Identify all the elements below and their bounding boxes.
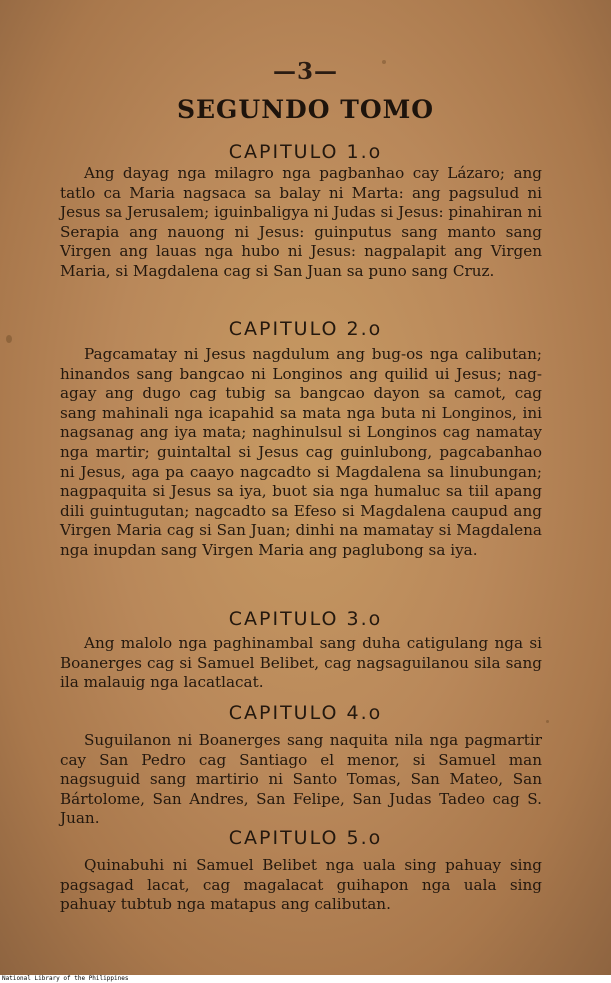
- chapter-heading: CAPITULO 1.o: [228, 141, 383, 163]
- page-number: —3—: [272, 58, 338, 85]
- chapter-heading: CAPITULO 4.o: [228, 702, 383, 724]
- chapter-summary: Ang dayag nga milagro nga pagbanhao cay Lázaro; ang tatlo ca Maria nagsaca sa balay ni Marta: ang pagsulud ni Jesus sa Jerusalem; iguinbaligya ni Judas si Jesus: pinahiran ni Serapia ang nauong ni Jesus: guinputus sang manto sang Virgen ang lauas nga hubo ni Jesus: nagpalapit ang Virgen Maria, si Magdalena cag si San Juan sa puno sang Cruz.: [60, 164, 543, 280]
- chapter-summary: Quinabuhi ni Samuel Belibet nga uala sing pahuay sing pagsagad lacat, cag magalacat guihapon nga uala sing pahuay tubtub nga matapus ang calibutan.: [60, 856, 542, 914]
- chapter-heading: CAPITULO 5.o: [228, 827, 383, 849]
- page-title: SEGUNDO TOMO: [176, 95, 435, 124]
- chapter-summary: Suguilanon ni Boanerges sang naquita nila nga pagmartir cay San Pedro cag Santiago el menor, si Samuel man nagsuguid sang martirio ni Santo Tomas, San Mateo, San Bártolome, San Andres, San Felipe, San Judas Tadeo cag S. Juan.: [60, 731, 542, 828]
- footer-credit: National Library of the Philippines: [2, 975, 129, 982]
- chapter-summary: Pagcamatay ni Jesus nagdulum ang bug-os nga calibutan; hinandos sang bangcao ni Longinos ang quilid ui Jesus; nag-agay ang dugo cag tubig sa bangcao dayon sa camot, cag sang mahinali nga icapahid sa mata nga buta ni Longinos, ini nagsanag ang iya mata; naghinulsul si Longinos cag namatay nga martir; guintaltal si Jesus cag guinlubong, pagcabanhao ni Jesus, aga pa caayo nagcadto si Magdalena sa linubungan; nagpaquita si Jesus sa iya, buot sia nga humaluc sa tiil apang dili guintugutan; nagcadto sa Efeso si Magdalena caupud ang Virgen Maria cag si San Juan; dinhi na mamatay si Magdalena nga inupdan sang Virgen Maria ang paglubong sa iya.: [60, 345, 542, 559]
- chapter-heading: CAPITULO 3.o: [228, 608, 383, 630]
- chapter-heading: CAPITULO 2.o: [228, 318, 383, 340]
- chapter-summary: Ang malolo nga paghinambal sang duha catigulang nga si Boanerges cag si Samuel Belibet, cag nagsaguilanou sila sang ila malauig nga lacatlacat.: [60, 634, 542, 692]
